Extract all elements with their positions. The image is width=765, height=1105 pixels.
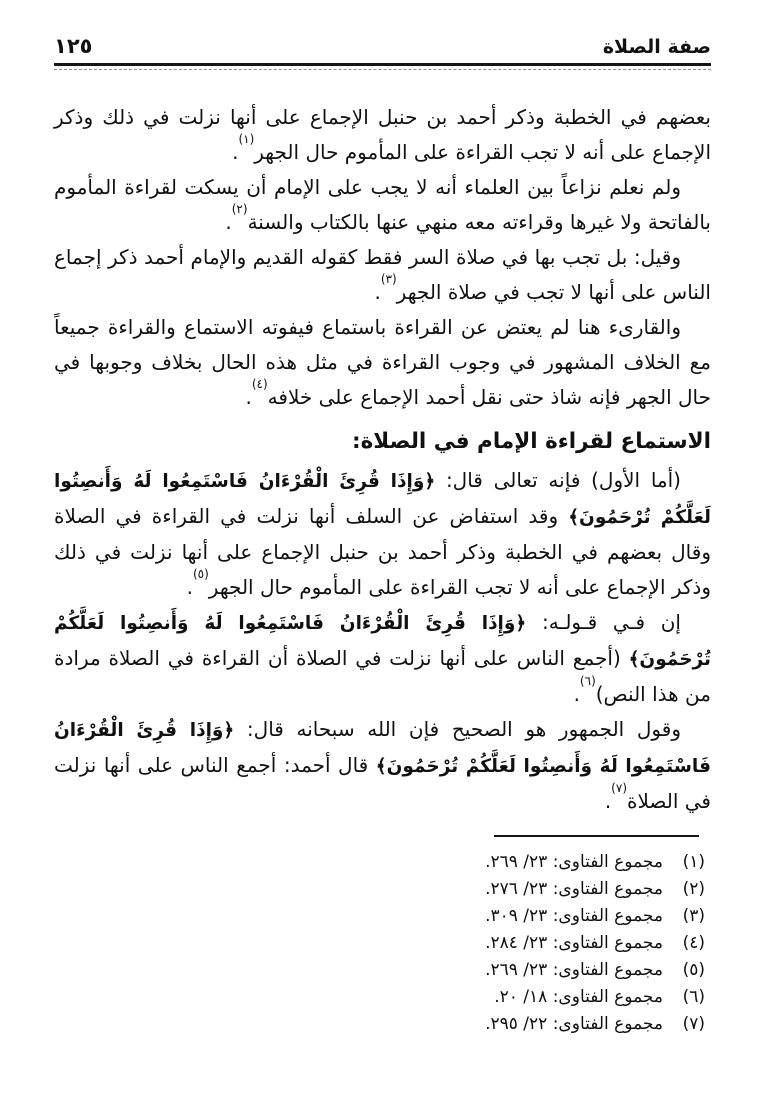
page-body — [54, 100, 711, 819]
footnote-text: مجموع الفتاوى: ٢٣/ ٢٨٤. — [485, 933, 663, 953]
paragraph-text: وقد استفاض عن السلف أنها نزلت في القراءة في الصلاة وقال بعضهم في الخطبة وذكر أحمد بن حنبل الإجماع على أنها نزلت في ذلك وذكر الإجماع على أنه لا تجب القراءة على المأموم حال الجهر — [54, 504, 711, 599]
paragraph-period: . — [374, 280, 381, 304]
footnote-ref-1: (١) — [238, 132, 255, 147]
page-number: ١٢٥ — [54, 34, 93, 58]
paragraph-period: . — [573, 682, 580, 706]
paragraph-7 — [54, 712, 711, 819]
footnote-ref-5: (٥) — [192, 567, 209, 582]
header-rule — [54, 63, 711, 66]
footnote-item — [54, 1011, 711, 1038]
footnote-text: مجموع الفتاوى: ٢٣/ ٢٧٦. — [485, 879, 663, 899]
footnote-number: (٣) — [682, 906, 705, 926]
section-heading: الاستماع لقراءة الإمام في الصلاة: — [352, 429, 711, 454]
footnote-text: مجموع الفتاوى: ١٨/ ٢٠. — [494, 987, 663, 1007]
footnote-text: مجموع الفتاوى: ٢٢/ ٢٩٥. — [485, 1014, 663, 1034]
running-title: صفة الصلاة — [602, 36, 711, 58]
paragraph-text: قال أحمد: أجمع الناس على أنها نزلت في الصلاة — [54, 753, 711, 813]
paragraph-period: . — [186, 575, 193, 599]
footnote-number: (٥) — [682, 960, 705, 980]
footnote-ref-2: (٢) — [231, 202, 248, 217]
footnote-list — [54, 849, 711, 1038]
paragraph-1 — [54, 100, 711, 170]
quran-verse: ﴿وَإِذَا قُرِئَ الْقُرْءَانُ فَاسْتَمِعُوا لَهُ وَأَنصِتُوا لَعَلَّكُمْ تُرْحَمُونَ﴾ — [54, 720, 711, 777]
footnote-number: (٦) — [682, 987, 705, 1007]
paragraph-text: ولم نعلم نزاعاً بين العلماء أنه لا يجب على الإمام أن يسكت لقراءة المأموم بالفاتحة ولا غيرها وقراءته معه منهي عنها بالكتاب والسنة — [54, 175, 711, 234]
footnote-number: (٤) — [682, 933, 705, 953]
footnote-number: (٢) — [682, 879, 705, 899]
footnote-item — [54, 984, 711, 1011]
running-head — [54, 34, 711, 58]
footnote-number: (٧) — [682, 1014, 705, 1034]
footnote-text: مجموع الفتاوى: ٢٣/ ٢٦٩. — [485, 960, 663, 980]
paragraph-text: وقيل: بل تجب بها في صلاة السر فقط كقوله القديم والإمام أحمد ذكر إجماع الناس على أنها لا تجب في صلاة الجهر — [54, 245, 711, 304]
footnote-separator — [494, 835, 699, 837]
footnote-number: (١) — [682, 852, 705, 872]
paragraph-5 — [54, 463, 711, 605]
footnote-item — [54, 876, 711, 903]
footnote-item — [54, 930, 711, 957]
footnote-item — [54, 957, 711, 984]
paragraph-3 — [54, 240, 711, 310]
quran-verse: ﴿وَإِذَا قُرِئَ الْقُرْءَانُ فَاسْتَمِعُوا لَهُ وَأَنصِتُوا لَعَلَّكُمْ تُرْحَمُونَ﴾ — [54, 471, 711, 528]
paragraph-text: (أجمع الناس على أنها نزلت في الصلاة أن القراءة في الصلاة مرادة من هذا النص) — [54, 646, 711, 706]
paragraph-4 — [54, 310, 711, 415]
footnote-ref-3: (٣) — [380, 272, 397, 287]
paragraph-period: . — [225, 210, 232, 234]
paragraph-2 — [54, 170, 711, 240]
footnote-item — [54, 903, 711, 930]
paragraph-period: . — [245, 385, 252, 409]
paragraph-text: وقول الجمهور هو الصحيح فإن الله سبحانه قال: — [234, 717, 681, 741]
quran-verse: ﴿وَإِذَا قُرِئَ الْقُرْءَانُ فَاسْتَمِعُوا لَهُ وَأَنصِتُوا لَعَلَّكُمْ تُرْحَمُونَ﴾ — [54, 613, 711, 670]
paragraph-text: بعضهم في الخطبة وذكر أحمد بن حنبل الإجماع على أنها نزلت في ذلك وذكر الإجماع على أنه لا تجب القراءة على المأموم حال الجهر — [54, 105, 711, 164]
paragraph-period: . — [232, 140, 239, 164]
footnote-ref-4: (٤) — [251, 377, 268, 392]
footnote-ref-6: (٦) — [579, 674, 596, 689]
footnote-item — [54, 849, 711, 876]
page-header — [54, 34, 711, 70]
paragraph-text: (أما الأول) فإنه تعالى قال: — [435, 468, 681, 492]
footnote-text: مجموع الفتاوى: ٢٣/ ٣٠٩. — [485, 906, 663, 926]
paragraph-text: إن فـي قـولـه: — [526, 610, 681, 634]
footnote-text: مجموع الفتاوى: ٢٣/ ٢٦٩. — [485, 852, 663, 872]
paragraph-text: والقارىء هنا لم يعتض عن القراءة باستماع فيفوته الاستماع والقراءة جميعاً مع الخلاف المشهور في وجوب القراءة في مثل هذه الحال بخلاف وجوبها في حال الجهر فإنه شاذ حتى نقل أحمد الإجماع على خلافه — [54, 315, 711, 409]
footnotes-section — [54, 835, 711, 1038]
paragraph-period: . — [604, 789, 612, 813]
paragraph-6 — [54, 605, 711, 712]
header-rule-shadow — [54, 69, 711, 70]
footnote-ref-7: (٧) — [611, 781, 627, 796]
